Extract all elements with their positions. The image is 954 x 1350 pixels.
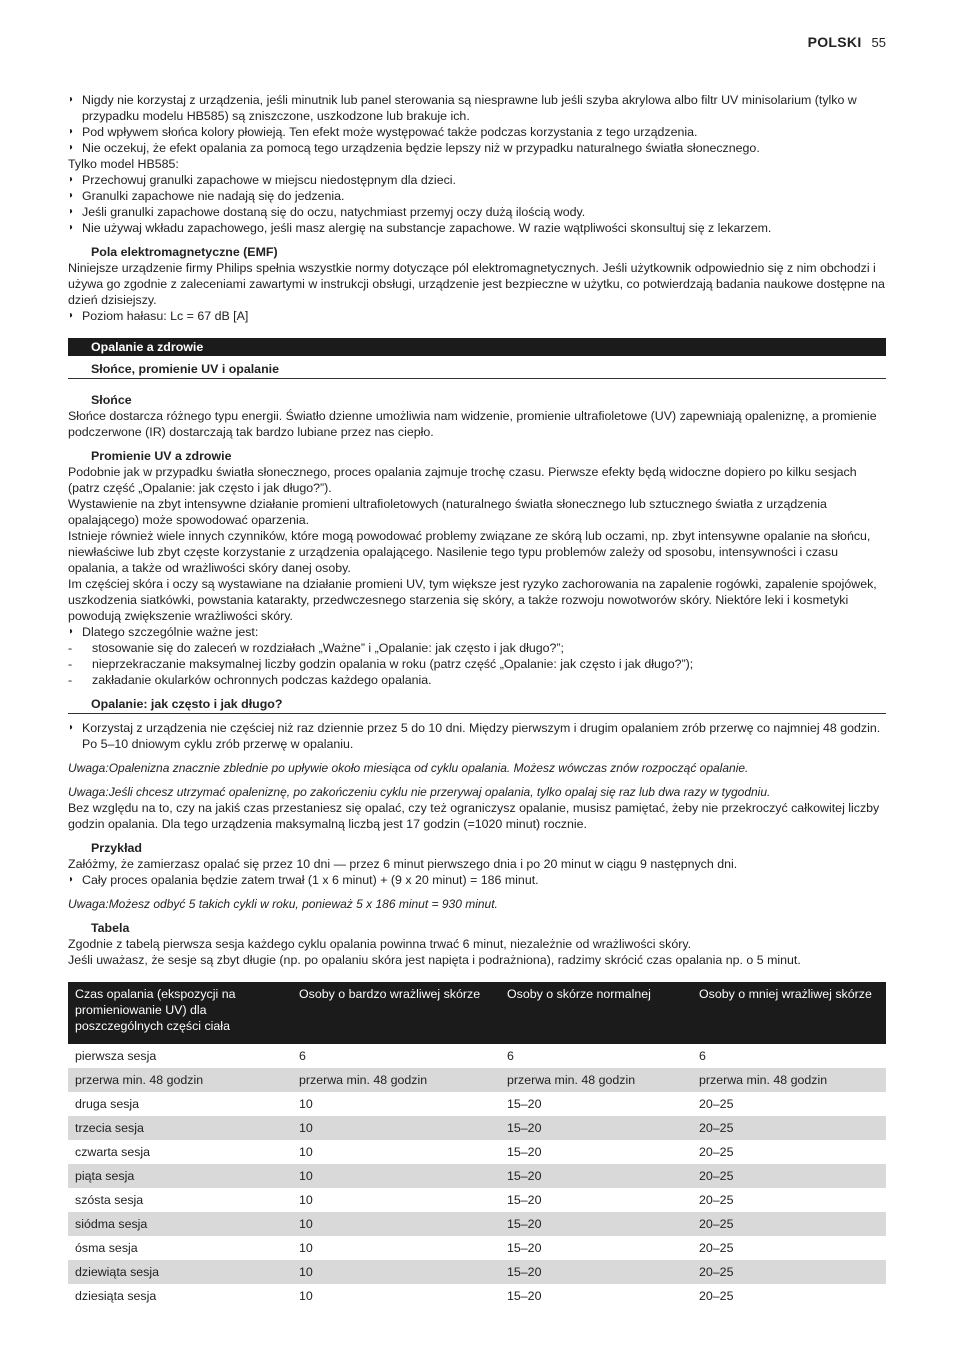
note: Uwaga:Opalenizna znacznie zblednie po upływie około miesiąca od cyklu opalania. Możesz wówczas znów rozpocząć opalanie. [68,761,749,775]
table-row [68,1260,886,1284]
table-cell: 20–25 [692,1164,886,1188]
page-content [68,0,886,1308]
table-cell: 10 [299,1097,313,1111]
important-lead: ◗ Dlatego szczególnie ważne jest: [68,624,886,640]
list-item: ◗ Nigdy nie korzystaj z urządzenia, jeśli minutnik lub panel sterowania są niesprawne lub jeśli szyba akrylowa albo filtr UV minisolarium (tylko w przypadku modelu HB585) są zniszczone, uszkodzone lub brakuje ich. [68,92,886,124]
dash-item: - zakładanie okularków ochronnych podczas każdego opalania. [68,672,886,688]
table-cell: przerwa min. 48 godzin [692,1068,886,1092]
column-header: Osoby o mniej wrażliwej skórze [692,982,886,1044]
table-cell: 10 [292,1116,500,1140]
column-header: Osoby o bardzo wrażliwej skórze [292,982,500,1044]
table-row [68,1092,886,1116]
table-cell: 15–20 [500,1164,692,1188]
sun-heading: Słońce [91,393,132,407]
table-cell: 15–20 [500,1212,692,1236]
model-note: Tylko model HB585: [68,157,179,171]
table-row [68,1140,886,1164]
dash-item: - stosowanie się do zaleceń w rozdziałach „Ważne” i „Opalanie: jak często i jak długo?”; [68,640,886,656]
table-cell: czwarta sesja [75,1145,151,1159]
uv-paragraph: Im częściej skóra i oczy są wystawiane na działanie promieni UV, tym większe jest ryzyko zachorowania na zapalenie rogówki, zapalenie spojówek, uszkodzenia siatkówki, powstania katarakty, przedwczesnego starzenia się skóry, a także rozwoju nowotworów skóry. Niektóre leki i kosmetyki powodują zwiększenie wrażliwości skóry. [68,577,877,623]
emf-text: Niniejsze urządzenie firmy Philips spełnia wszystkie normy dotyczące pól elektromagnetycznych. Jeśli użytkownik odpowiednio się z nim obchodzi i używa go zgodnie z zaleceniami zawartymi w instrukcji obsługi, urządzenie jest bezpieczne w użytku, co potwierdzają badania naukowe dostępne na dzień dzisiejszy. [68,261,885,307]
column-header: Osoby o skórze normalnej [500,982,692,1044]
example-heading: Przykład [91,841,142,855]
table-cell: siódma sesja [68,1212,292,1236]
list-item: ◗ Pod wpływem słońca kolory płowieją. Ten efekt może występować także podczas korzystania z tego urządzenia. [68,124,886,140]
howoften-text: Bez względu na to, czy na jakiś czas przestaniesz się opalać, czy też ograniczysz opalanie, musisz pamiętać, żeby nie przekroczyć całkowitej liczby godzin opalania. Dla tego urządzenia maksymalną liczbą jest 17 godzin (=1020 minut) rocznie. [68,801,880,831]
tanning-table [68,982,886,1308]
language-label: POLSKI [807,34,862,50]
table-cell: ósma sesja [75,1241,138,1255]
uv-heading: Promienie UV a zdrowie [91,449,232,463]
table-heading: Tabela [91,921,130,935]
table-cell: 15–20 [507,1097,542,1111]
note: Uwaga:Jeśli chcesz utrzymać opaleniznę, po zakończeniu cyklu nie przerywaj opalania, tylko opalaj się raz lub dwa razy w tygodniu. [68,785,771,799]
table-cell: 20–25 [692,1116,886,1140]
table-cell: pierwsza sesja [75,1049,157,1063]
howoften-bullet: ◗ Korzystaj z urządzenia nie częściej niż raz dziennie przez 5 do 10 dni. Między pierwszym i drugim opalaniem zrób przerwę co najmniej 48 godzin. Po 5–10 dniowym cyklu zrób przerwę w opalaniu. [68,720,886,752]
table-row [68,1212,886,1236]
table-cell: przerwa min. 48 godzin [68,1068,292,1092]
table-cell: 10 [299,1241,313,1255]
example-text: Załóżmy, że zamierzasz opalać się przez 10 dni — przez 6 minut pierwszego dnia i po 20 minut w ciągu 9 następnych dni. [68,857,738,871]
column-header: Czas opalania (ekspozycji na promieniowanie UV) dla poszczególnych części ciała [68,982,292,1044]
table-row [68,1068,886,1092]
table-cell: dziesiąta sesja [75,1289,157,1303]
table-cell: 20–25 [699,1097,734,1111]
table-cell: 20–25 [692,1212,886,1236]
table-row [68,1188,886,1212]
dash-item: - nieprzekraczanie maksymalnej liczby godzin opalania w roku (patrz część „Opalanie: jak często i jak długo?”); [68,656,886,672]
noise-level: ◗ Poziom hałasu: Lc = 67 dB [A] [68,308,886,324]
note: Uwaga:Możesz odbyć 5 takich cykli w roku, ponieważ 5 x 186 minut = 930 minut. [68,897,498,911]
table-cell: 15–20 [500,1116,692,1140]
table-cell: 15–20 [507,1241,542,1255]
table-cell: 20–25 [699,1289,734,1303]
table-cell: 10 [299,1193,313,1207]
table-cell: 20–25 [699,1145,734,1159]
table-cell: 10 [299,1145,313,1159]
section-title: Opalanie a zdrowie [68,338,886,356]
howoften-heading: Opalanie: jak często i jak długo? [68,696,886,714]
table-cell: 10 [292,1164,500,1188]
table-cell: dziewiąta sesja [68,1260,292,1284]
table-cell: 6 [699,1049,706,1063]
table-cell: 15–20 [507,1289,542,1303]
table-cell: 20–25 [692,1260,886,1284]
table-cell: przerwa min. 48 godzin [500,1068,692,1092]
table-cell: piąta sesja [68,1164,292,1188]
table-cell: druga sesja [75,1097,140,1111]
page-number: 55 [871,35,886,50]
table-row [68,1284,886,1308]
table-header-row [68,982,886,1044]
table-cell: szósta sesja [75,1193,144,1207]
uv-paragraph: Istnieje również wiele innych czynników, które mogą powodować problemy związane ze skórą lub oczami, np. zbyt intensywne opalanie na słońcu, niewłaściwe lub zbyt częste korzystanie z urządzenia opalającego. Nasilenie tego typu problemów zależy od sposobu, intensywności i czasu opalania, a także od wrażliwości skóry danej osoby. [68,529,871,575]
table-cell: 15–20 [500,1260,692,1284]
table-cell: przerwa min. 48 godzin [292,1068,500,1092]
table-intro: Zgodnie z tabelą pierwsza sesja każdego cyklu opalania powinna trwać 6 minut, niezależnie od wrażliwości skóry. [68,937,692,951]
table-cell: 6 [507,1049,514,1063]
list-item: ◗ Jeśli granulki zapachowe dostaną się do oczu, natychmiast przemyj oczy dużą ilością wody. [68,204,886,220]
emf-heading: Pola elektromagnetyczne (EMF) [91,245,278,259]
table-cell: 6 [299,1049,306,1063]
table-cell: 15–20 [507,1193,542,1207]
sun-text: Słońce dostarcza różnego typu energii. Światło dzienne umożliwia nam widzenie, promienie ultrafioletowe (UV) zapewniają opaleniznę, a promienie podczerwone (IR) dostarczają tak bardzo lubiane przez nas ciepło. [68,409,877,439]
table-row [68,1116,886,1140]
table-cell: 20–25 [699,1193,734,1207]
table-cell: 10 [299,1289,313,1303]
list-item: ◗ Granulki zapachowe nie nadają się do jedzenia. [68,188,886,204]
table-intro: Jeśli uważasz, że sesje są zbyt długie (np. po opalaniu skóra jest napięta i podrażniona), radzimy skrócić czas opalania np. o 5 minut. [68,953,801,967]
list-item: ◗ Nie używaj wkładu zapachowego, jeśli masz alergię na substancje zapachowe. W razie wątpliwości skonsultuj się z lekarzem. [68,220,886,236]
table-cell: 10 [292,1260,500,1284]
table-cell: 10 [292,1212,500,1236]
table-row [68,1164,886,1188]
table-cell: 20–25 [699,1241,734,1255]
example-bullet: ◗ Cały proces opalania będzie zatem trwał (1 x 6 minut) + (9 x 20 minut) = 186 minut. [68,872,886,888]
table-row [68,1236,886,1260]
table-cell: 15–20 [507,1145,542,1159]
list-item: ◗ Nie oczekuj, że efekt opalania za pomocą tego urządzenia będzie lepszy niż w przypadku naturalnego światła słonecznego. [68,140,886,156]
table-row [68,1044,886,1068]
uv-paragraph: Podobnie jak w przypadku światła słonecznego, proces opalania zajmuje trochę czasu. Pierwsze efekty będą widoczne dopiero po kilku sesjach (patrz część „Opalanie: jak często i jak długo?”). [68,465,857,495]
subsection-title: Słońce, promienie UV i opalanie [68,361,886,379]
table-cell: trzecia sesja [68,1116,292,1140]
uv-paragraph: Wystawienie na zbyt intensywne działanie promieni ultrafioletowych (naturalnego światła słonecznego lub sztucznego światła z urządzenia opalającego) może spowodować oparzenia. [68,497,827,527]
list-item: ◗ Przechowuj granulki zapachowe w miejscu niedostępnym dla dzieci. [68,172,886,188]
